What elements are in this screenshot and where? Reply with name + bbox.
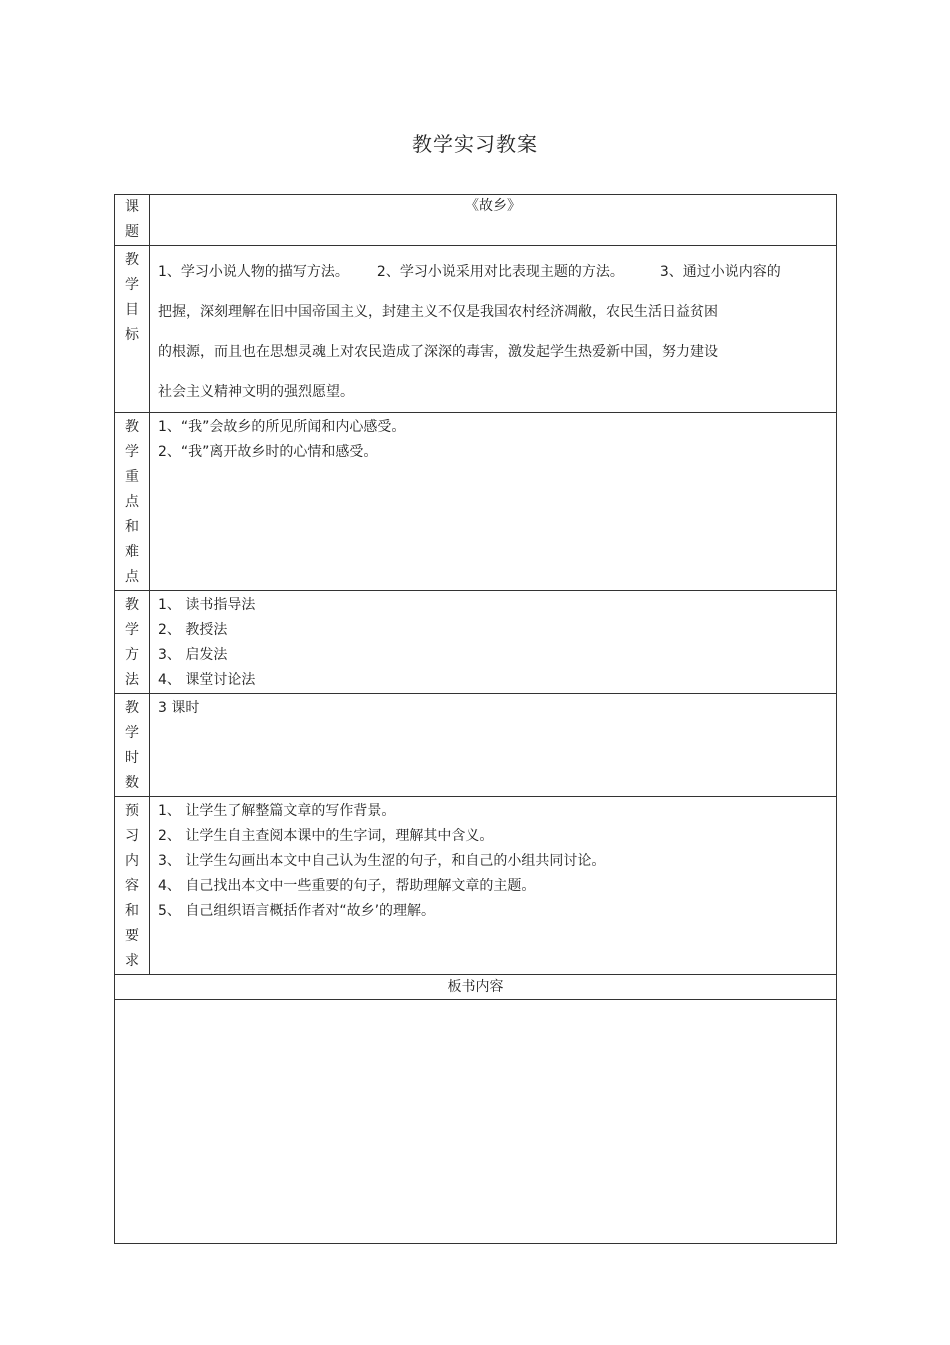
key-points-label-char: 教 — [125, 419, 139, 435]
lesson-row — [115, 195, 837, 246]
hours-content — [150, 694, 837, 797]
board-content-area — [115, 1000, 837, 1244]
preview-row — [115, 797, 837, 975]
preview-label-char: 内 — [125, 853, 139, 869]
goal-line-3: 的根源，而且也在思想灵魂上对农民造成了深深的毒害，激发起学生热爱新中国，努力建设 — [158, 344, 718, 360]
goals-content — [150, 246, 837, 413]
goal-item-3: 3、通过小说内容的 — [659, 264, 781, 280]
preview-label — [115, 797, 150, 975]
hours-row — [115, 694, 837, 797]
goal-line-4: 社会主义精神文明的强烈愿望。 — [158, 384, 354, 400]
lesson-label-char: 课 — [125, 199, 139, 215]
board-heading: 板书内容 — [115, 975, 837, 1000]
preview-label-char: 预 — [125, 803, 139, 819]
goal-item-1: 1、学习小说人物的描写方法。 — [158, 264, 349, 280]
methods-label — [115, 591, 150, 694]
key-points-label-char: 重 — [125, 469, 139, 485]
lesson-title: 《故乡》 — [150, 195, 837, 246]
list-item: 4、 自己找出本文中一些重要的句子，帮助理解文章的主题。 — [158, 878, 536, 894]
preview-label-char: 容 — [125, 878, 139, 894]
lesson-label-char: 题 — [125, 224, 139, 240]
list-item: 1、 读书指导法 — [158, 597, 256, 613]
lesson-plan-table — [114, 194, 837, 1244]
goals-label-char: 学 — [125, 277, 139, 293]
key-points-label-char: 点 — [125, 569, 139, 585]
goals-label-char: 标 — [125, 327, 139, 343]
list-item: 3、 启发法 — [158, 647, 228, 663]
methods-content — [150, 591, 837, 694]
list-item: 2、 让学生自主查阅本课中的生字词，理解其中含义。 — [158, 828, 494, 844]
key-points-row — [115, 413, 837, 591]
key-points-label-char: 点 — [125, 494, 139, 510]
goals-label-char: 目 — [125, 302, 139, 318]
hours-label-char: 教 — [125, 700, 139, 716]
list-item: 4、 课堂讨论法 — [158, 672, 256, 688]
methods-label-char: 法 — [125, 672, 139, 688]
document-title: 教学实习教案 — [412, 132, 538, 156]
hours-label — [115, 694, 150, 797]
preview-label-char: 要 — [125, 928, 139, 944]
list-item: 1、 让学生了解整篇文章的写作背景。 — [158, 803, 396, 819]
list-item: 2、“我”离开故乡时的心情和感受。 — [158, 444, 378, 460]
goals-label-char: 教 — [125, 252, 139, 268]
key-points-content — [150, 413, 837, 591]
key-points-label-char: 学 — [125, 444, 139, 460]
hours-label-char: 时 — [125, 750, 139, 766]
goals-row — [115, 246, 837, 413]
methods-label-char: 方 — [125, 647, 139, 663]
methods-label-char: 教 — [125, 597, 139, 613]
key-points-label-char: 和 — [125, 519, 139, 535]
list-item: 1、“我”会故乡的所见所闻和内心感受。 — [158, 419, 406, 435]
hours-value: 3 课时 — [158, 700, 200, 716]
board-content-row — [115, 1000, 837, 1244]
goal-item-2: 2、学习小说采用对比表现主题的方法。 — [376, 264, 624, 280]
methods-label-char: 学 — [125, 622, 139, 638]
hours-label-char: 学 — [125, 725, 139, 741]
preview-label-char: 习 — [125, 828, 139, 844]
preview-content — [150, 797, 837, 975]
board-heading-row — [115, 975, 837, 1000]
hours-label-char: 数 — [125, 775, 139, 791]
lesson-label — [115, 195, 150, 246]
list-item: 3、 让学生勾画出本文中自己认为生涩的句子，和自己的小组共同讨论。 — [158, 853, 606, 869]
key-points-label — [115, 413, 150, 591]
methods-row — [115, 591, 837, 694]
key-points-label-char: 难 — [125, 544, 139, 560]
goals-label — [115, 246, 150, 413]
preview-label-char: 求 — [125, 953, 139, 969]
list-item: 2、 教授法 — [158, 622, 228, 638]
goal-line-2: 把握，深刻理解在旧中国帝国主义，封建主义不仅是我国农村经济凋敝，农民生活日益贫困 — [158, 304, 718, 320]
list-item: 5、 自己组织语言概括作者对“故乡’的理解。 — [158, 903, 436, 919]
preview-label-char: 和 — [125, 903, 139, 919]
